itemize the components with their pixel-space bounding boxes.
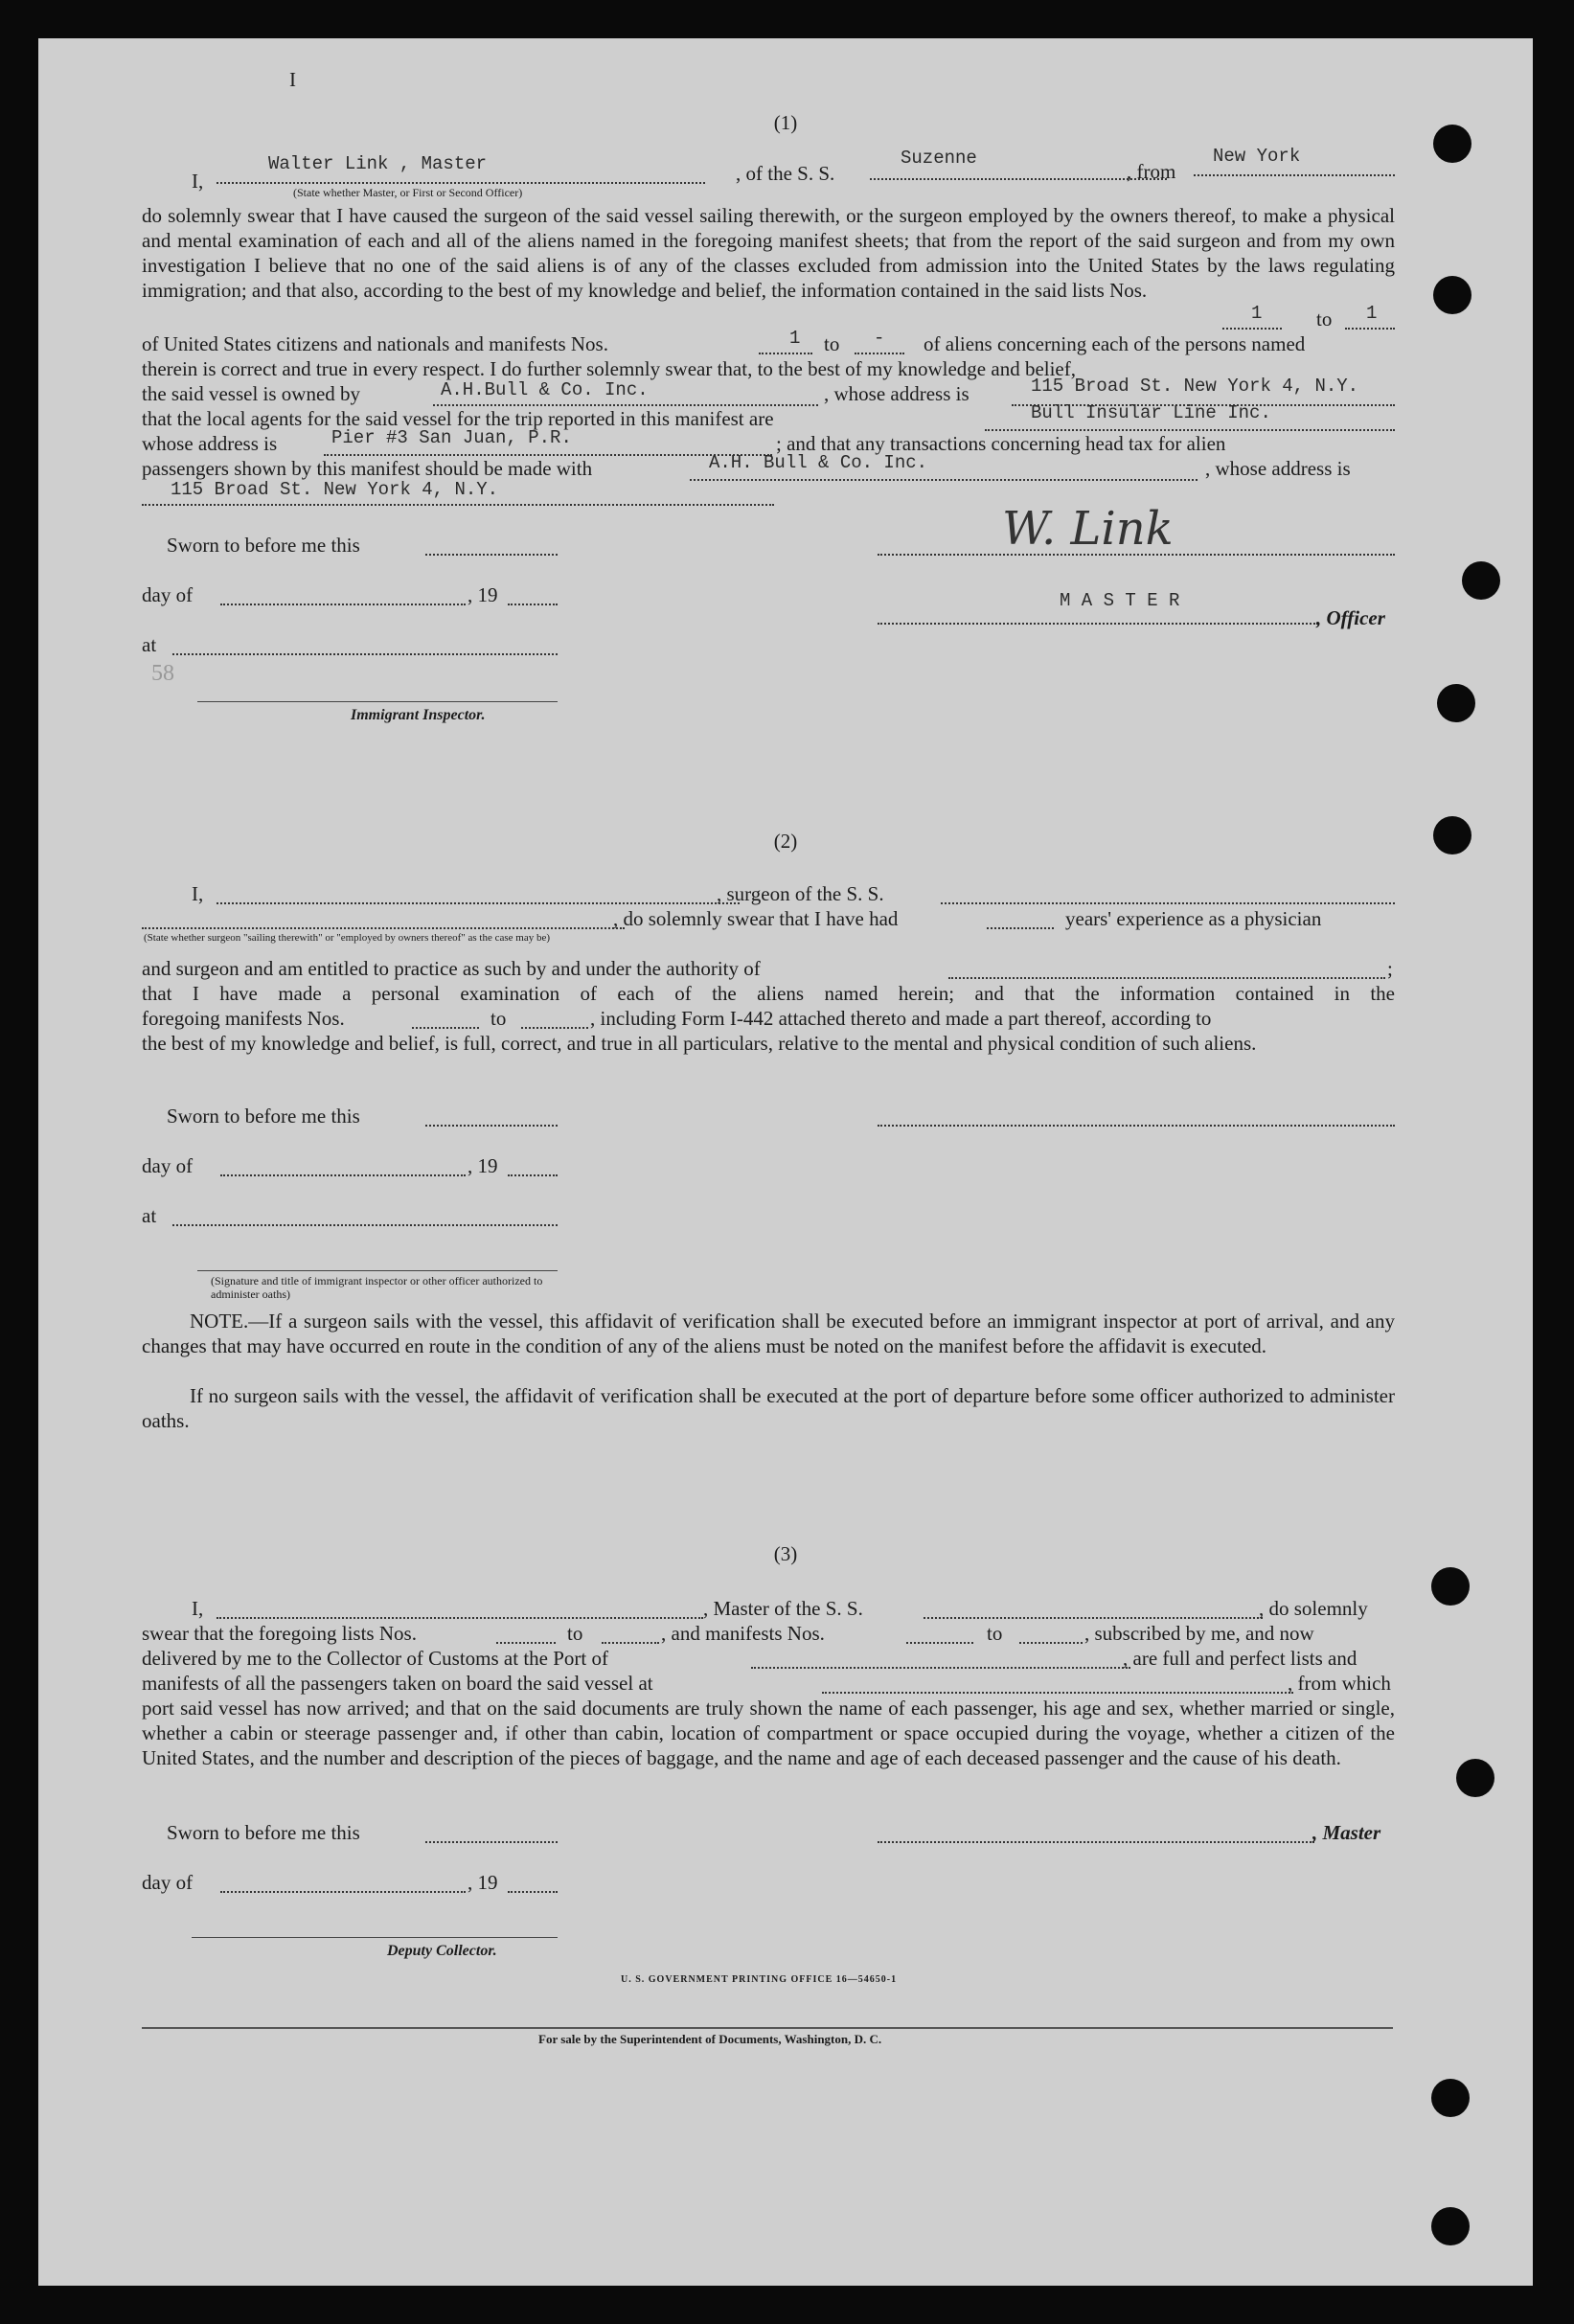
master-suffix-label: , Master	[1312, 1821, 1381, 1844]
manifests-to-label: to	[824, 332, 840, 355]
do-solemnly-label: , do solemnly	[1259, 1597, 1368, 1620]
swear-lists-label: swear that the foregoing lists Nos.	[142, 1622, 417, 1645]
sworn-label-3: Sworn to before me this	[167, 1821, 360, 1844]
lists-from-line-3	[496, 1642, 556, 1644]
manifests-to-line	[855, 353, 904, 354]
year-label-3: , 19	[468, 1871, 498, 1894]
head-tax-address-label: , whose address is	[1205, 457, 1351, 480]
lists-to-label-3: to	[567, 1622, 583, 1645]
at-label-2: at	[142, 1204, 157, 1227]
punch-hole-8	[1431, 2079, 1470, 2117]
from-label: , from	[1127, 160, 1176, 183]
from-port-typed: New York	[1213, 146, 1301, 167]
section-3-text: port said vessel has now arrived; and that on the said documents are truly shown the name of each passenger, his age and sex, whether married or single, whether a cabin or steerage passenger and, if other than cabin, location of compartment or space occupied during the voyage, whether a citizen of the United States, and the number and description of the pieces of baggage, and the name and age of each deceased passenger and the cause of his death.	[142, 1697, 1395, 1769]
punch-hole-3	[1462, 561, 1500, 600]
deputy-line	[192, 1937, 558, 1938]
to-label-2: to	[490, 1007, 507, 1030]
signature-line-2	[878, 1125, 1395, 1127]
note-text: —If a surgeon sails with the vessel, this affidavit of verification shall be executed before an immigrant inspector at port of arrival, and any changes that may have occurred en route in the condition of any of the aliens must be noted on the manifest before the affidavit is executed.	[142, 1310, 1395, 1357]
master-name-typed: Walter Link , Master	[268, 153, 488, 174]
knowledge-text: the best of my knowledge and belief, is full, correct, and true in all particulars, relative to the mental and physical condition of such aliens.	[142, 1032, 1257, 1055]
master-of-ss-label: , Master of the S. S.	[703, 1597, 863, 1620]
at-label-1: at	[142, 633, 157, 656]
section-1-oath-text: do solemnly swear that I have caused the surgeon of the said vessel sailing therewith, or the surgeon employed by the owners thereof, to make a physical and mental examination of each and all of the aliens named in the foregoing manifest sheets; that from the report of the said surgeon and from my own investigation I believe that no one of the said aliens is of any of the classes excluded from admission into the United States by the laws regulating immigration; and that also, according to the best of my knowledge and belief, the information contained in the said lists Nos.	[142, 204, 1395, 302]
year-line-1	[508, 604, 558, 605]
and-manifests-label: , and manifests Nos.	[661, 1622, 825, 1645]
officer-line	[878, 623, 1318, 625]
year-line-2	[508, 1174, 558, 1176]
punch-hole-6	[1431, 1567, 1470, 1606]
day-of-label-2: day of	[142, 1154, 194, 1177]
i-label-3: I,	[192, 1597, 204, 1620]
master-name-caption: (State whether Master, or First or Second Officer)	[293, 186, 523, 199]
subscribed-label: , subscribed by me, and now	[1084, 1622, 1314, 1645]
ship-line-3	[924, 1617, 1263, 1619]
day-line-2	[220, 1174, 466, 1176]
manifests-to-line-3	[1019, 1642, 1083, 1644]
lists-to-label: to	[1316, 308, 1333, 330]
agents-label: that the local agents for the said vessel for the trip reported in this manifest are	[142, 407, 774, 430]
authority-line	[948, 977, 1385, 979]
lists-to-no: 1	[1366, 303, 1378, 324]
day-line-1	[220, 604, 466, 605]
years-experience-label: years' experience as a physician	[1065, 907, 1322, 930]
margin-mark: 58	[151, 661, 174, 686]
officer-label: , Officer	[1316, 606, 1385, 629]
day-of-label-1: day of	[142, 583, 194, 606]
master-name-line-3	[217, 1617, 703, 1619]
head-tax-label: ; and that any transactions concerning head tax for alien	[776, 432, 1226, 455]
manifest-to-line-2	[521, 1027, 588, 1029]
at-line-1	[172, 653, 558, 655]
correct-true-text: therein is correct and true in every respect. I do further solemnly swear that, to the best of my knowledge and belief,	[142, 357, 1076, 380]
form-page	[38, 38, 1533, 2286]
year-line-3	[508, 1891, 558, 1893]
punch-hole-4	[1437, 684, 1475, 722]
taken-at-line	[822, 1692, 1293, 1694]
delivered-label: delivered by me to the Collector of Customs at the Port of	[142, 1647, 608, 1670]
full-lists-label: , are full and perfect lists and	[1123, 1647, 1357, 1670]
day-of-label-3: day of	[142, 1871, 194, 1894]
officer-sig-caption: (Signature and title of immigrant inspector or other officer authorized to administer oaths)	[211, 1274, 543, 1301]
section-3-heading: (3)	[773, 1542, 798, 1565]
manifests-of-label: manifests of all the passengers taken on board the said vessel at	[142, 1672, 653, 1695]
surgeon-status-line	[142, 927, 625, 929]
owner-address-label: , whose address is	[824, 382, 969, 405]
owner-address-typed: 115 Broad St. New York 4, N.Y.	[1031, 376, 1359, 397]
form-i442-label: , including Form I-442 attached thereto and made a part thereof, according to	[590, 1007, 1212, 1030]
port-line-3	[751, 1667, 1130, 1669]
from-port-line	[1194, 174, 1395, 176]
note-paragraph-2: If no surgeon sails with the vessel, the affidavit of verification shall be executed at the port of departure before some officer authorized to administer oaths.	[142, 1384, 1395, 1432]
agents-address-label: whose address is	[142, 432, 278, 455]
surgeon-caption: (State whether surgeon "sailing therewith" or "employed by owners thereof" as the case may be)	[144, 932, 551, 944]
ship-name-line	[870, 178, 1167, 180]
at-line-2	[172, 1224, 558, 1226]
footer-sale-note: For sale by the Superintendent of Documents, Washington, D. C.	[538, 2032, 882, 2046]
head-tax-with-typed: A.H. Bull & Co. Inc.	[709, 452, 928, 473]
inspector-line	[197, 701, 558, 702]
signature-line-1	[878, 554, 1395, 556]
punch-hole-9	[1431, 2207, 1470, 2245]
head-tax-passengers-label: passengers shown by this manifest should be made with	[142, 457, 593, 480]
years-line	[987, 927, 1054, 929]
manifest-from-line-2	[412, 1027, 479, 1029]
ship-name-typed: Suzenne	[901, 148, 977, 169]
head-tax-address-line	[142, 504, 774, 506]
deputy-collector-caption: Deputy Collector.	[387, 1943, 497, 1959]
master-title-typed: M A S T E R	[1060, 590, 1180, 611]
sworn-label-1: Sworn to before me this	[167, 534, 360, 557]
of-the-ss-label: , of the S. S.	[736, 162, 835, 185]
section-2-heading: (2)	[773, 830, 798, 853]
lists-from-line	[1222, 328, 1282, 330]
sworn-label-2: Sworn to before me this	[167, 1105, 360, 1128]
sworn-line-2	[425, 1125, 558, 1127]
manifests-to-no: -	[874, 328, 885, 349]
owner-name-typed: A.H.Bull & Co. Inc.	[441, 379, 649, 400]
from-which-label: , from which	[1288, 1672, 1391, 1695]
manifests-from-line	[759, 353, 812, 354]
agents-address-typed: Pier #3 San Juan, P.R.	[331, 427, 572, 448]
owned-by-label: the said vessel is owned by	[142, 382, 361, 405]
master-signature: W. Link	[1002, 502, 1174, 556]
officer-sig-line	[197, 1270, 558, 1271]
agents-typed: Bull Insular Line Inc.	[1031, 402, 1271, 423]
manifests-from-line-3	[906, 1642, 973, 1644]
day-line-3	[220, 1891, 466, 1893]
surgeon-swear-label: , do solemnly swear that I have had	[613, 907, 899, 930]
note-paragraph	[142, 1309, 1395, 1358]
surgeon-ship-line	[941, 902, 1395, 904]
year-label-2: , 19	[468, 1154, 498, 1177]
lists-to-line-3	[602, 1642, 659, 1644]
aliens-label: of aliens concerning each of the persons named	[924, 332, 1306, 355]
punch-hole-2	[1433, 276, 1471, 314]
manifests-to-label-3: to	[987, 1622, 1003, 1645]
head-tax-with-line	[690, 479, 1198, 481]
master-name-line	[217, 182, 705, 184]
surgeon-name-line	[217, 902, 740, 904]
footer-rule	[142, 2027, 1393, 2029]
examination-text: that I have made a personal examination of each of the aliens named herein; and that the information contained in the	[142, 982, 1395, 1005]
authority-label: and surgeon and am entitled to practice as such by and under the authority of	[142, 957, 761, 980]
manifests-from-no: 1	[789, 328, 801, 349]
section-1-heading: (1)	[773, 111, 798, 134]
sworn-line-1	[425, 554, 558, 556]
foregoing-manifests-label: foregoing manifests Nos.	[142, 1007, 345, 1030]
note-label: NOTE.	[190, 1310, 249, 1333]
gpo-imprint: U. S. GOVERNMENT PRINTING OFFICE 16—54650-1	[621, 1974, 898, 1985]
manifests-label: of United States citizens and nationals and manifests Nos.	[142, 332, 608, 355]
surgeon-of-ss-label: , surgeon of the S. S.	[717, 882, 884, 905]
page-mark: I	[289, 68, 296, 91]
immigrant-inspector-caption: Immigrant Inspector.	[351, 707, 486, 723]
punch-hole-7	[1456, 1759, 1494, 1797]
i-label-2: I,	[192, 882, 204, 905]
i-label: I,	[192, 170, 204, 193]
master-sig-line-3	[878, 1841, 1314, 1843]
year-label-1: , 19	[468, 583, 498, 606]
lists-from-no: 1	[1251, 303, 1263, 324]
authority-semicolon: ;	[1387, 957, 1393, 980]
lists-to-line	[1345, 328, 1395, 330]
sworn-line-3	[425, 1841, 558, 1843]
head-tax-address-typed: 115 Broad St. New York 4, N.Y.	[171, 479, 499, 500]
